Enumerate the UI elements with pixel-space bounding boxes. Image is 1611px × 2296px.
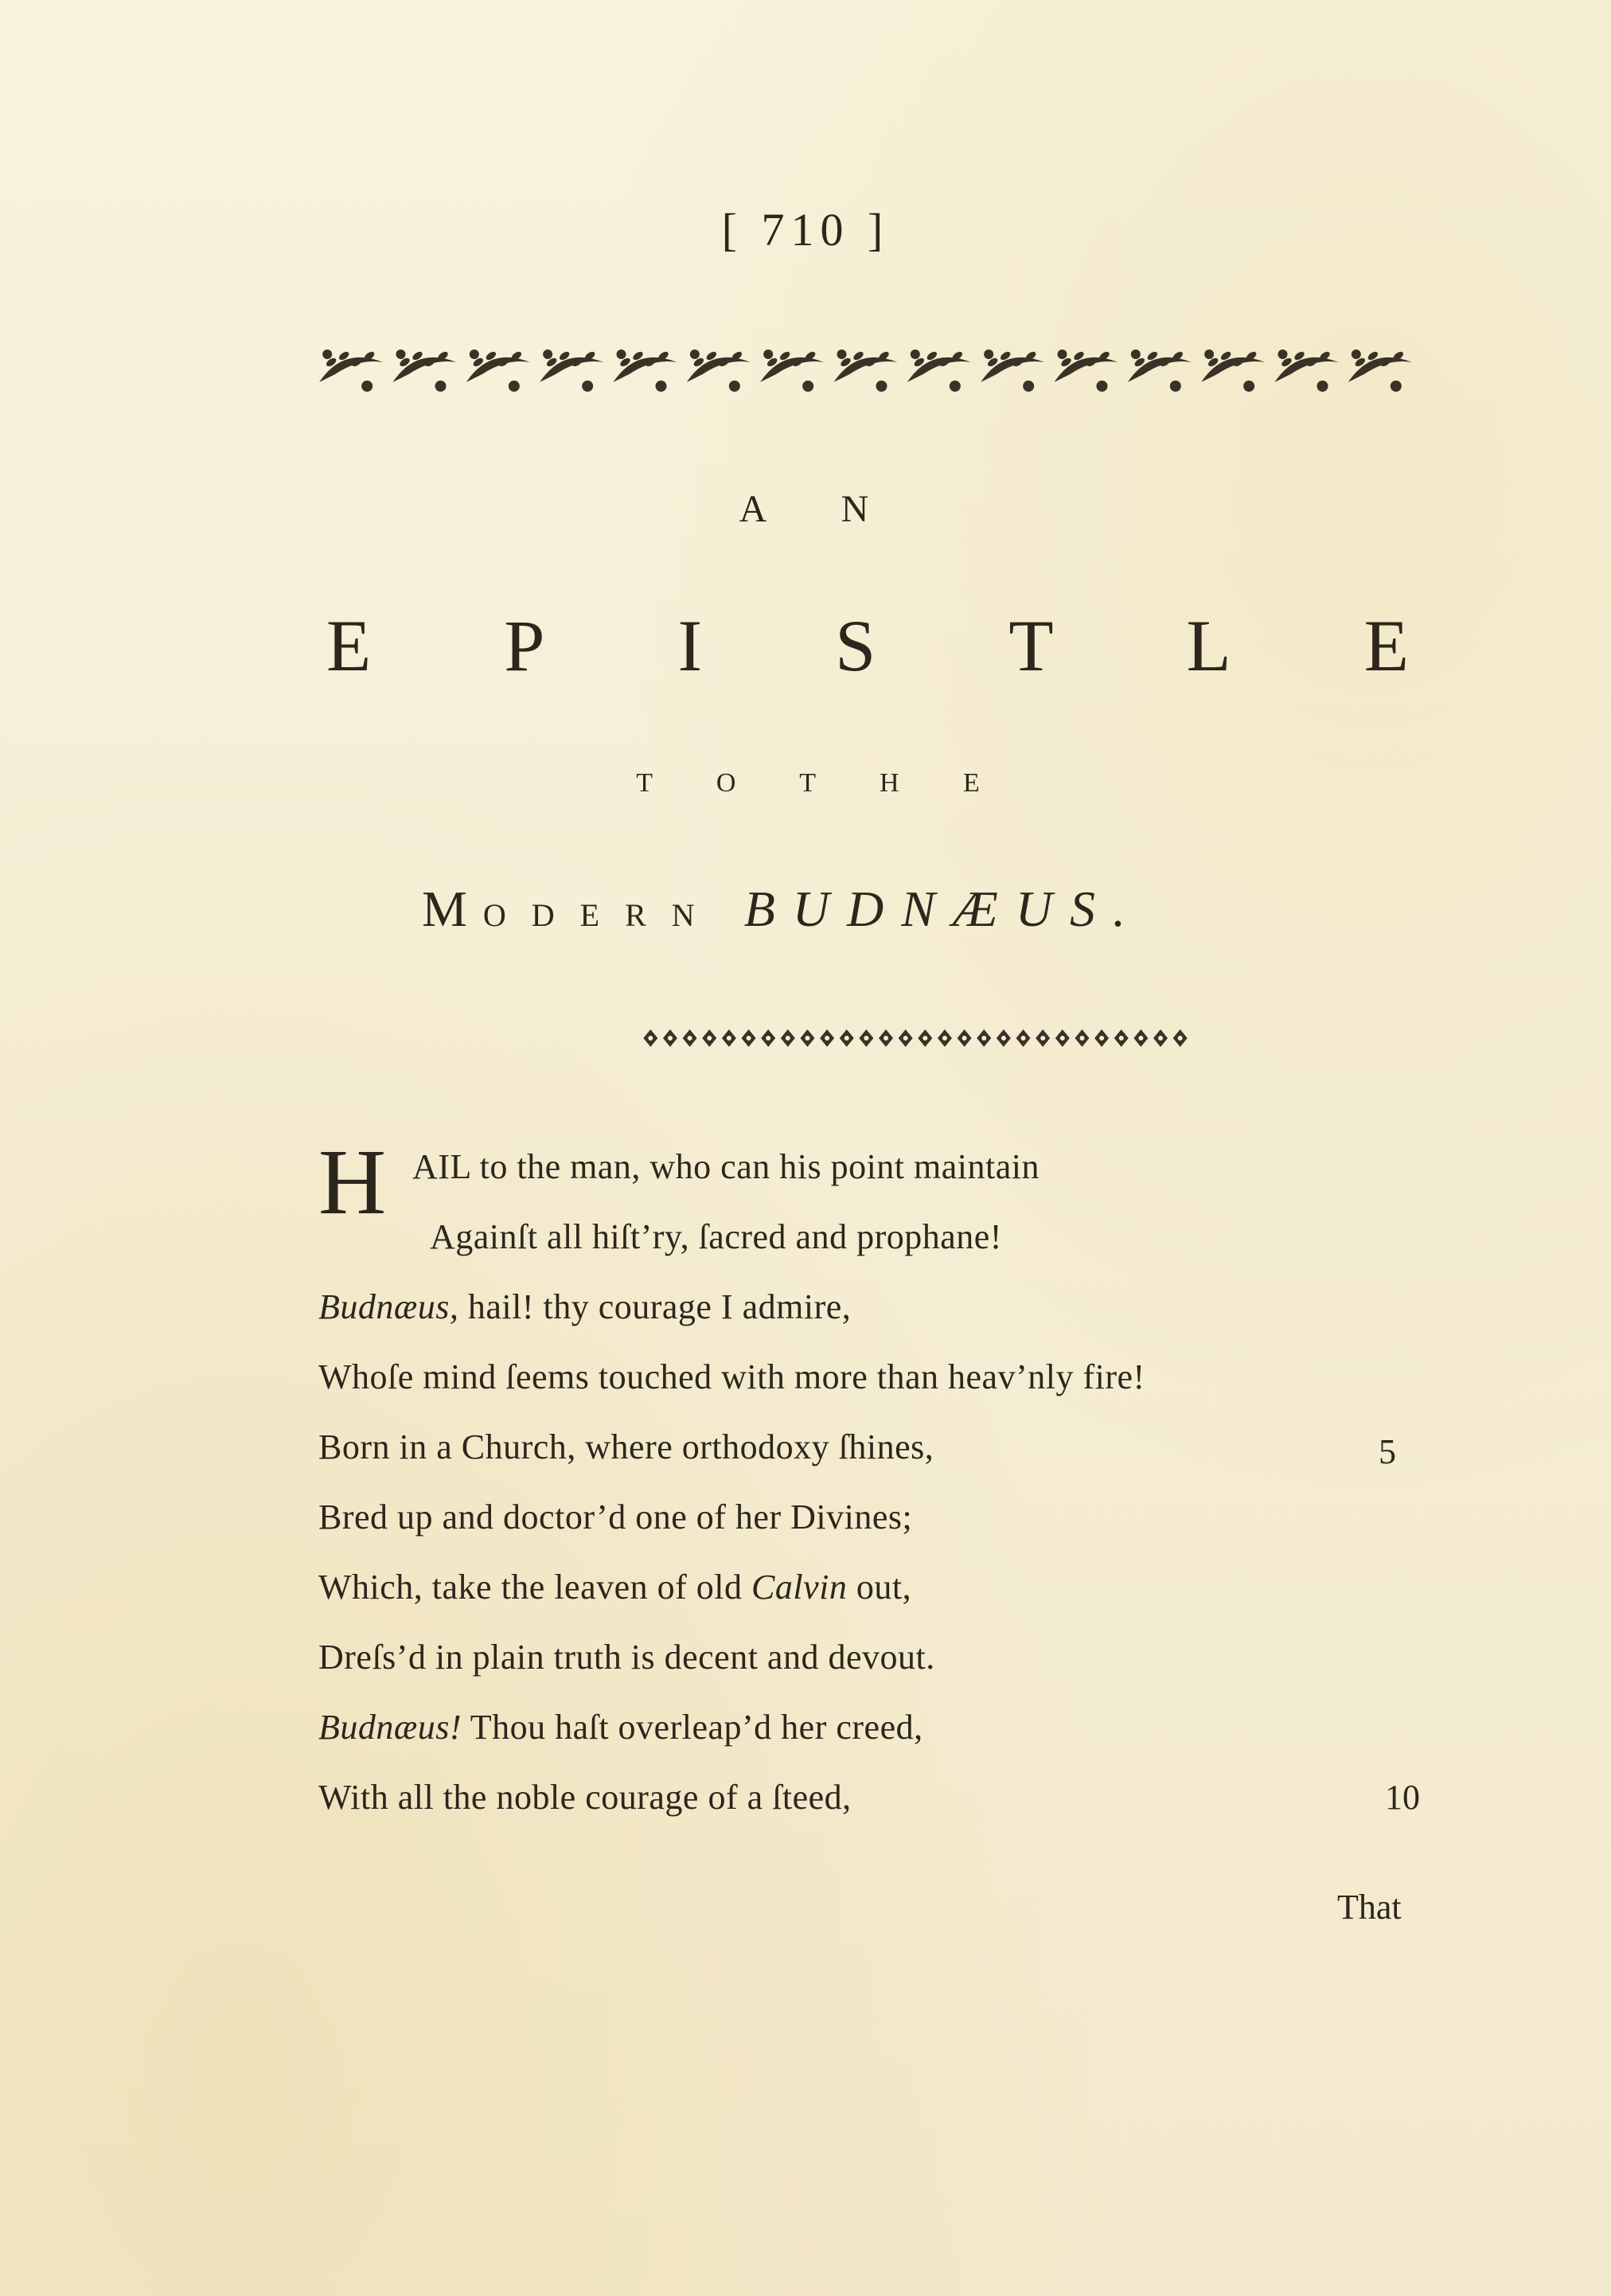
poem-line-text: Born in a Church, where orthodoxy ſhines, bbox=[318, 1427, 934, 1466]
poem-line-text: AIL to the man, who can his point maintain bbox=[412, 1147, 1040, 1186]
rule-motif bbox=[938, 1029, 952, 1047]
poem-line-italic: Budnæus! bbox=[318, 1708, 462, 1747]
drop-cap: H bbox=[318, 1130, 387, 1234]
poem-line-italic: Calvin bbox=[751, 1568, 848, 1607]
leaf-sprig-motif bbox=[1275, 349, 1339, 392]
heading-letter: L bbox=[1186, 605, 1231, 686]
leaf-sprig-motif bbox=[1128, 349, 1192, 392]
heading-modern-rest: ODERN bbox=[482, 897, 720, 933]
rule-motif bbox=[1016, 1029, 1031, 1047]
poem-line-4 bbox=[318, 1357, 1145, 1404]
leaf-sprig-motif bbox=[1348, 349, 1412, 392]
heading-name: BUDNÆUS. bbox=[743, 881, 1144, 937]
poem-line-7 bbox=[318, 1567, 911, 1615]
leaf-sprig-motif bbox=[319, 349, 383, 392]
rule-motif bbox=[918, 1029, 932, 1047]
poem-line-text: out, bbox=[847, 1568, 912, 1607]
poem-line-2 bbox=[430, 1216, 1002, 1264]
rule-motif bbox=[722, 1029, 736, 1047]
heading-letter: S bbox=[835, 605, 876, 686]
line-number-5: 5 bbox=[1379, 1432, 1396, 1471]
poem-line-10 bbox=[318, 1777, 852, 1825]
rule-motif bbox=[761, 1029, 775, 1047]
rule-ornament bbox=[641, 1027, 1190, 1049]
poem-line-text: Bred up and doctor’d one of her Divines; bbox=[318, 1497, 913, 1537]
rule-motif bbox=[1173, 1029, 1188, 1047]
floral-border-ornament bbox=[314, 338, 1417, 402]
leaf-sprig-motif bbox=[393, 349, 457, 392]
leaf-sprig-motif bbox=[687, 349, 751, 392]
leaf-sprig-motif bbox=[834, 349, 898, 392]
heading-modern-initial: M bbox=[422, 881, 483, 937]
heading-letter: P bbox=[504, 605, 545, 686]
rule-motif bbox=[840, 1029, 854, 1047]
poem-line-text: Dreſs’d in plain truth is decent and devout. bbox=[318, 1638, 935, 1677]
heading-letter: I bbox=[677, 605, 703, 686]
poem-line-text: With all the noble courage of a ſteed, bbox=[318, 1778, 852, 1817]
poem-line-5 bbox=[318, 1427, 934, 1474]
heading-epistle bbox=[326, 603, 1409, 688]
heading-to-the: T O T H E bbox=[636, 768, 1008, 798]
rule-motif bbox=[1114, 1029, 1129, 1047]
rule-motif bbox=[643, 1029, 657, 1047]
heading-modern-budnaeus bbox=[422, 880, 1377, 939]
heading-letter: T bbox=[1008, 605, 1054, 686]
rule-motif bbox=[1133, 1029, 1148, 1047]
leaf-sprig-motif bbox=[614, 349, 677, 392]
rule-motif bbox=[958, 1029, 972, 1047]
poem-line-italic: Budnæus, bbox=[318, 1287, 459, 1326]
rule-motif bbox=[820, 1029, 834, 1047]
leaf-sprig-motif bbox=[907, 349, 971, 392]
poem-line-text: Againſt all hiſt’ry, ſacred and prophane! bbox=[430, 1217, 1002, 1256]
rule-motif bbox=[702, 1029, 716, 1047]
poem-line-text: Thou haſt overleap’d her creed, bbox=[462, 1708, 923, 1747]
leaf-sprig-motif bbox=[1201, 349, 1265, 392]
heading-letter: E bbox=[1363, 605, 1409, 686]
rule-motif bbox=[977, 1029, 991, 1047]
leaf-sprig-motif bbox=[760, 349, 824, 392]
page-number: [ 710 ] bbox=[721, 204, 890, 256]
heading-letter: E bbox=[326, 605, 372, 686]
rule-motif bbox=[1153, 1029, 1168, 1047]
poem-line-text: hail! thy courage I admire, bbox=[458, 1287, 852, 1326]
poem-line-9 bbox=[318, 1707, 923, 1755]
rule-motif bbox=[781, 1029, 795, 1047]
rule-motif bbox=[800, 1029, 814, 1047]
rule-motif bbox=[742, 1029, 756, 1047]
rule-motif bbox=[1036, 1029, 1050, 1047]
poem-line-text: Whoſe mind ſeems touched with more than heav’nly fire! bbox=[318, 1357, 1145, 1396]
rule-motif bbox=[1094, 1029, 1109, 1047]
leaf-sprig-motif bbox=[981, 349, 1044, 392]
rule-motif bbox=[997, 1029, 1011, 1047]
rule-motif bbox=[663, 1029, 677, 1047]
rule-motif bbox=[1075, 1029, 1089, 1047]
line-number-10: 10 bbox=[1385, 1778, 1420, 1817]
rule-motif bbox=[899, 1029, 913, 1047]
poem-line-text: Which, take the leaven of old bbox=[318, 1568, 752, 1607]
heading-an: A N bbox=[739, 488, 903, 530]
rule-motif bbox=[1055, 1029, 1070, 1047]
catchword: That bbox=[1337, 1888, 1402, 1927]
poem-line-6 bbox=[318, 1497, 912, 1544]
rule-motif bbox=[683, 1029, 697, 1047]
poem-line-8 bbox=[318, 1637, 935, 1685]
poem-line-3 bbox=[318, 1287, 851, 1334]
rule-motif bbox=[859, 1029, 873, 1047]
poem-line-1 bbox=[318, 1130, 1040, 1234]
leaf-sprig-motif bbox=[1055, 349, 1118, 392]
leaf-sprig-motif bbox=[540, 349, 603, 392]
rule-motif bbox=[879, 1029, 893, 1047]
leaf-sprig-motif bbox=[466, 349, 530, 392]
